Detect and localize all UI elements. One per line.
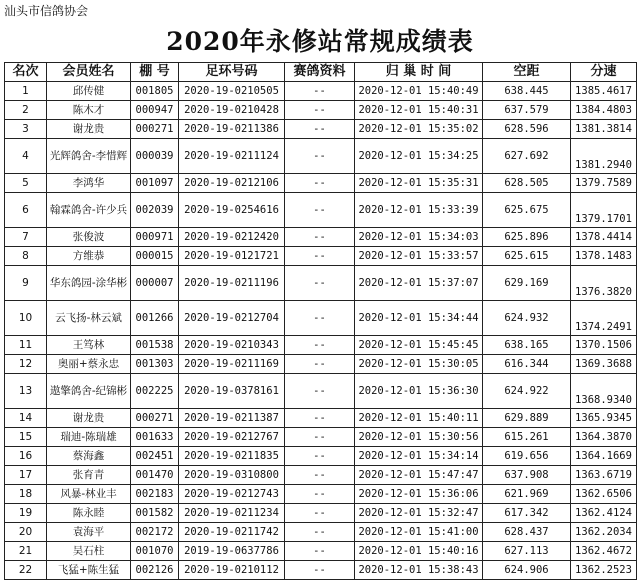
cell-speed: 1362.6506 — [571, 485, 637, 504]
cell-distance: 624.932 — [483, 301, 571, 336]
table-row — [5, 428, 637, 447]
cell-time: 2020-12-01 15:34:14 — [355, 447, 483, 466]
cell-distance: 625.615 — [483, 247, 571, 266]
cell-name: 瑞迪-陈瑞雄 — [47, 428, 131, 447]
cell-rank: 14 — [5, 409, 47, 428]
cell-time: 2020-12-01 15:40:11 — [355, 409, 483, 428]
cell-speed: 1384.4803 — [571, 101, 637, 120]
cell-distance: 624.906 — [483, 561, 571, 580]
cell-rank: 1 — [5, 82, 47, 101]
cell-info: -- — [285, 428, 355, 447]
cell-ring: 2020-19-0212704 — [179, 301, 285, 336]
cell-distance: 638.165 — [483, 336, 571, 355]
cell-time: 2020-12-01 15:34:25 — [355, 139, 483, 174]
cell-name: 飞猛+陈生猛 — [47, 561, 131, 580]
table-row — [5, 120, 637, 139]
cell-rank: 2 — [5, 101, 47, 120]
table-row — [5, 139, 637, 174]
cell-info: -- — [285, 466, 355, 485]
cell-ring: 2019-19-0637786 — [179, 542, 285, 561]
cell-rank: 12 — [5, 355, 47, 374]
cell-distance: 628.505 — [483, 174, 571, 193]
cell-time: 2020-12-01 15:33:57 — [355, 247, 483, 266]
cell-name: 袁海平 — [47, 523, 131, 542]
cell-loft: 000039 — [131, 139, 179, 174]
table-row — [5, 266, 637, 301]
cell-speed: 1378.1483 — [571, 247, 637, 266]
cell-loft: 001538 — [131, 336, 179, 355]
cell-distance: 625.896 — [483, 228, 571, 247]
col-header-ring: 足环号码 — [179, 63, 285, 82]
cell-ring: 2020-19-0211169 — [179, 355, 285, 374]
cell-name: 李鸿华 — [47, 174, 131, 193]
cell-rank: 10 — [5, 301, 47, 336]
cell-loft: 000007 — [131, 266, 179, 301]
col-header-speed: 分速 — [571, 63, 637, 82]
cell-ring: 2020-19-0310800 — [179, 466, 285, 485]
cell-loft: 002039 — [131, 193, 179, 228]
cell-name: 遨擎鸽舍-纪锦彬 — [47, 374, 131, 409]
cell-name: 蔡海鑫 — [47, 447, 131, 466]
cell-distance: 629.889 — [483, 409, 571, 428]
cell-loft: 001266 — [131, 301, 179, 336]
cell-speed: 1378.4414 — [571, 228, 637, 247]
cell-distance: 628.437 — [483, 523, 571, 542]
table-row — [5, 101, 637, 120]
cell-info: -- — [285, 542, 355, 561]
cell-name: 张俊波 — [47, 228, 131, 247]
cell-info: -- — [285, 174, 355, 193]
cell-speed: 1364.1669 — [571, 447, 637, 466]
cell-rank: 15 — [5, 428, 47, 447]
cell-time: 2020-12-01 15:36:06 — [355, 485, 483, 504]
cell-distance: 616.344 — [483, 355, 571, 374]
cell-time: 2020-12-01 15:30:56 — [355, 428, 483, 447]
cell-loft: 001097 — [131, 174, 179, 193]
cell-loft: 001633 — [131, 428, 179, 447]
cell-info: -- — [285, 301, 355, 336]
cell-name: 吴石柱 — [47, 542, 131, 561]
table-row — [5, 336, 637, 355]
cell-ring: 2020-19-0211742 — [179, 523, 285, 542]
page-title: 2020年永修站常规成绩表 — [166, 27, 474, 56]
cell-loft: 002225 — [131, 374, 179, 409]
cell-distance: 637.908 — [483, 466, 571, 485]
cell-speed: 1369.3688 — [571, 355, 637, 374]
cell-info: -- — [285, 447, 355, 466]
cell-distance: 637.579 — [483, 101, 571, 120]
cell-loft: 001805 — [131, 82, 179, 101]
table-row — [5, 174, 637, 193]
cell-speed: 1362.2523 — [571, 561, 637, 580]
cell-loft: 001582 — [131, 504, 179, 523]
cell-ring: 2020-19-0212106 — [179, 174, 285, 193]
cell-name: 方维恭 — [47, 247, 131, 266]
table-row — [5, 355, 637, 374]
cell-info: -- — [285, 266, 355, 301]
table-row — [5, 193, 637, 228]
cell-rank: 16 — [5, 447, 47, 466]
cell-info: -- — [285, 336, 355, 355]
cell-rank: 7 — [5, 228, 47, 247]
cell-speed: 1364.3870 — [571, 428, 637, 447]
cell-time: 2020-12-01 15:47:47 — [355, 466, 483, 485]
col-header-name: 会员姓名 — [47, 63, 131, 82]
cell-speed: 1381.3814 — [571, 120, 637, 139]
cell-distance: 619.656 — [483, 447, 571, 466]
cell-info: -- — [285, 193, 355, 228]
cell-rank: 3 — [5, 120, 47, 139]
cell-loft: 002172 — [131, 523, 179, 542]
cell-name: 陈永睦 — [47, 504, 131, 523]
cell-distance: 628.596 — [483, 120, 571, 139]
cell-name: 王笃林 — [47, 336, 131, 355]
cell-time: 2020-12-01 15:40:16 — [355, 542, 483, 561]
cell-name: 奥丽+蔡永忠 — [47, 355, 131, 374]
table-row — [5, 447, 637, 466]
cell-distance: 638.445 — [483, 82, 571, 101]
cell-ring: 2020-19-0212743 — [179, 485, 285, 504]
cell-speed: 1362.2034 — [571, 523, 637, 542]
cell-rank: 5 — [5, 174, 47, 193]
cell-loft: 002183 — [131, 485, 179, 504]
cell-name: 邱传健 — [47, 82, 131, 101]
table-row — [5, 247, 637, 266]
cell-speed: 1374.2491 — [571, 301, 637, 336]
cell-time: 2020-12-01 15:35:31 — [355, 174, 483, 193]
cell-name: 谢龙贵 — [47, 120, 131, 139]
cell-loft: 001070 — [131, 542, 179, 561]
organization-name: 汕头市信鸽协会 — [4, 4, 89, 18]
cell-rank: 19 — [5, 504, 47, 523]
cell-distance: 627.692 — [483, 139, 571, 174]
cell-distance: 615.261 — [483, 428, 571, 447]
cell-loft: 000947 — [131, 101, 179, 120]
cell-info: -- — [285, 355, 355, 374]
cell-time: 2020-12-01 15:33:39 — [355, 193, 483, 228]
cell-ring: 2020-19-0211124 — [179, 139, 285, 174]
results-table — [4, 62, 637, 580]
cell-ring: 2020-19-0211234 — [179, 504, 285, 523]
cell-loft: 000271 — [131, 409, 179, 428]
cell-time: 2020-12-01 15:40:49 — [355, 82, 483, 101]
cell-name: 陈木才 — [47, 101, 131, 120]
cell-ring: 2020-19-0378161 — [179, 374, 285, 409]
col-header-rank: 名次 — [5, 63, 47, 82]
cell-ring: 2020-19-0211386 — [179, 120, 285, 139]
cell-loft: 000271 — [131, 120, 179, 139]
cell-info: -- — [285, 228, 355, 247]
cell-distance: 617.342 — [483, 504, 571, 523]
cell-name: 翰霖鸽舍-许少兵 — [47, 193, 131, 228]
cell-info: -- — [285, 485, 355, 504]
col-header-loft: 棚 号 — [131, 63, 179, 82]
table-row — [5, 523, 637, 542]
table-row — [5, 561, 637, 580]
cell-info: -- — [285, 374, 355, 409]
cell-info: -- — [285, 523, 355, 542]
table-row — [5, 82, 637, 101]
cell-ring: 2020-19-0210343 — [179, 336, 285, 355]
cell-ring: 2020-19-0210112 — [179, 561, 285, 580]
cell-speed: 1363.6719 — [571, 466, 637, 485]
cell-rank: 4 — [5, 139, 47, 174]
cell-time: 2020-12-01 15:40:31 — [355, 101, 483, 120]
cell-name: 谢龙贵 — [47, 409, 131, 428]
header-row — [5, 63, 637, 82]
cell-speed: 1365.9345 — [571, 409, 637, 428]
table-row — [5, 409, 637, 428]
cell-loft: 000015 — [131, 247, 179, 266]
cell-speed: 1385.4617 — [571, 82, 637, 101]
cell-name: 光辉鸽舍-李惜辉 — [47, 139, 131, 174]
col-header-time: 归 巢 时 间 — [355, 63, 483, 82]
cell-loft: 000971 — [131, 228, 179, 247]
cell-ring: 2020-19-0211196 — [179, 266, 285, 301]
cell-distance: 624.922 — [483, 374, 571, 409]
cell-loft: 002451 — [131, 447, 179, 466]
cell-time: 2020-12-01 15:34:44 — [355, 301, 483, 336]
cell-info: -- — [285, 101, 355, 120]
table-body — [5, 82, 637, 580]
cell-time: 2020-12-01 15:41:00 — [355, 523, 483, 542]
cell-speed: 1379.7589 — [571, 174, 637, 193]
cell-ring: 2020-19-0210428 — [179, 101, 285, 120]
cell-info: -- — [285, 409, 355, 428]
cell-rank: 9 — [5, 266, 47, 301]
cell-time: 2020-12-01 15:30:05 — [355, 355, 483, 374]
cell-speed: 1362.4672 — [571, 542, 637, 561]
table-row — [5, 228, 637, 247]
cell-speed: 1379.1701 — [571, 193, 637, 228]
cell-ring: 2020-19-0211387 — [179, 409, 285, 428]
table-row — [5, 485, 637, 504]
cell-time: 2020-12-01 15:38:43 — [355, 561, 483, 580]
cell-ring: 2020-19-0212420 — [179, 228, 285, 247]
cell-speed: 1381.2940 — [571, 139, 637, 174]
cell-speed: 1370.1506 — [571, 336, 637, 355]
col-header-info: 赛鸽资料 — [285, 63, 355, 82]
cell-rank: 13 — [5, 374, 47, 409]
cell-info: -- — [285, 139, 355, 174]
cell-rank: 20 — [5, 523, 47, 542]
cell-ring: 2020-19-0211835 — [179, 447, 285, 466]
cell-loft: 002126 — [131, 561, 179, 580]
cell-distance: 625.675 — [483, 193, 571, 228]
cell-speed: 1362.4124 — [571, 504, 637, 523]
cell-loft: 001303 — [131, 355, 179, 374]
table-row — [5, 301, 637, 336]
cell-rank: 21 — [5, 542, 47, 561]
cell-rank: 17 — [5, 466, 47, 485]
table-row — [5, 374, 637, 409]
cell-rank: 6 — [5, 193, 47, 228]
cell-info: -- — [285, 120, 355, 139]
cell-time: 2020-12-01 15:37:07 — [355, 266, 483, 301]
cell-time: 2020-12-01 15:35:02 — [355, 120, 483, 139]
cell-ring: 2020-19-0210505 — [179, 82, 285, 101]
table-row — [5, 466, 637, 485]
cell-time: 2020-12-01 15:34:03 — [355, 228, 483, 247]
cell-info: -- — [285, 504, 355, 523]
table-row — [5, 504, 637, 523]
cell-ring: 2020-19-0212767 — [179, 428, 285, 447]
cell-time: 2020-12-01 15:32:47 — [355, 504, 483, 523]
cell-rank: 22 — [5, 561, 47, 580]
cell-rank: 8 — [5, 247, 47, 266]
cell-loft: 001470 — [131, 466, 179, 485]
cell-speed: 1376.3820 — [571, 266, 637, 301]
cell-name: 风暴-林业丰 — [47, 485, 131, 504]
cell-distance: 621.969 — [483, 485, 571, 504]
cell-distance: 629.169 — [483, 266, 571, 301]
cell-ring: 2020-19-0121721 — [179, 247, 285, 266]
cell-time: 2020-12-01 15:45:45 — [355, 336, 483, 355]
cell-info: -- — [285, 247, 355, 266]
cell-ring: 2020-19-0254616 — [179, 193, 285, 228]
cell-name: 张育青 — [47, 466, 131, 485]
cell-name: 云飞扬-林云斌 — [47, 301, 131, 336]
cell-distance: 627.113 — [483, 542, 571, 561]
cell-info: -- — [285, 561, 355, 580]
cell-info: -- — [285, 82, 355, 101]
col-header-distance: 空距 — [483, 63, 571, 82]
cell-speed: 1368.9340 — [571, 374, 637, 409]
cell-name: 华东鸽园-涂华彬 — [47, 266, 131, 301]
cell-time: 2020-12-01 15:36:30 — [355, 374, 483, 409]
cell-rank: 18 — [5, 485, 47, 504]
cell-rank: 11 — [5, 336, 47, 355]
